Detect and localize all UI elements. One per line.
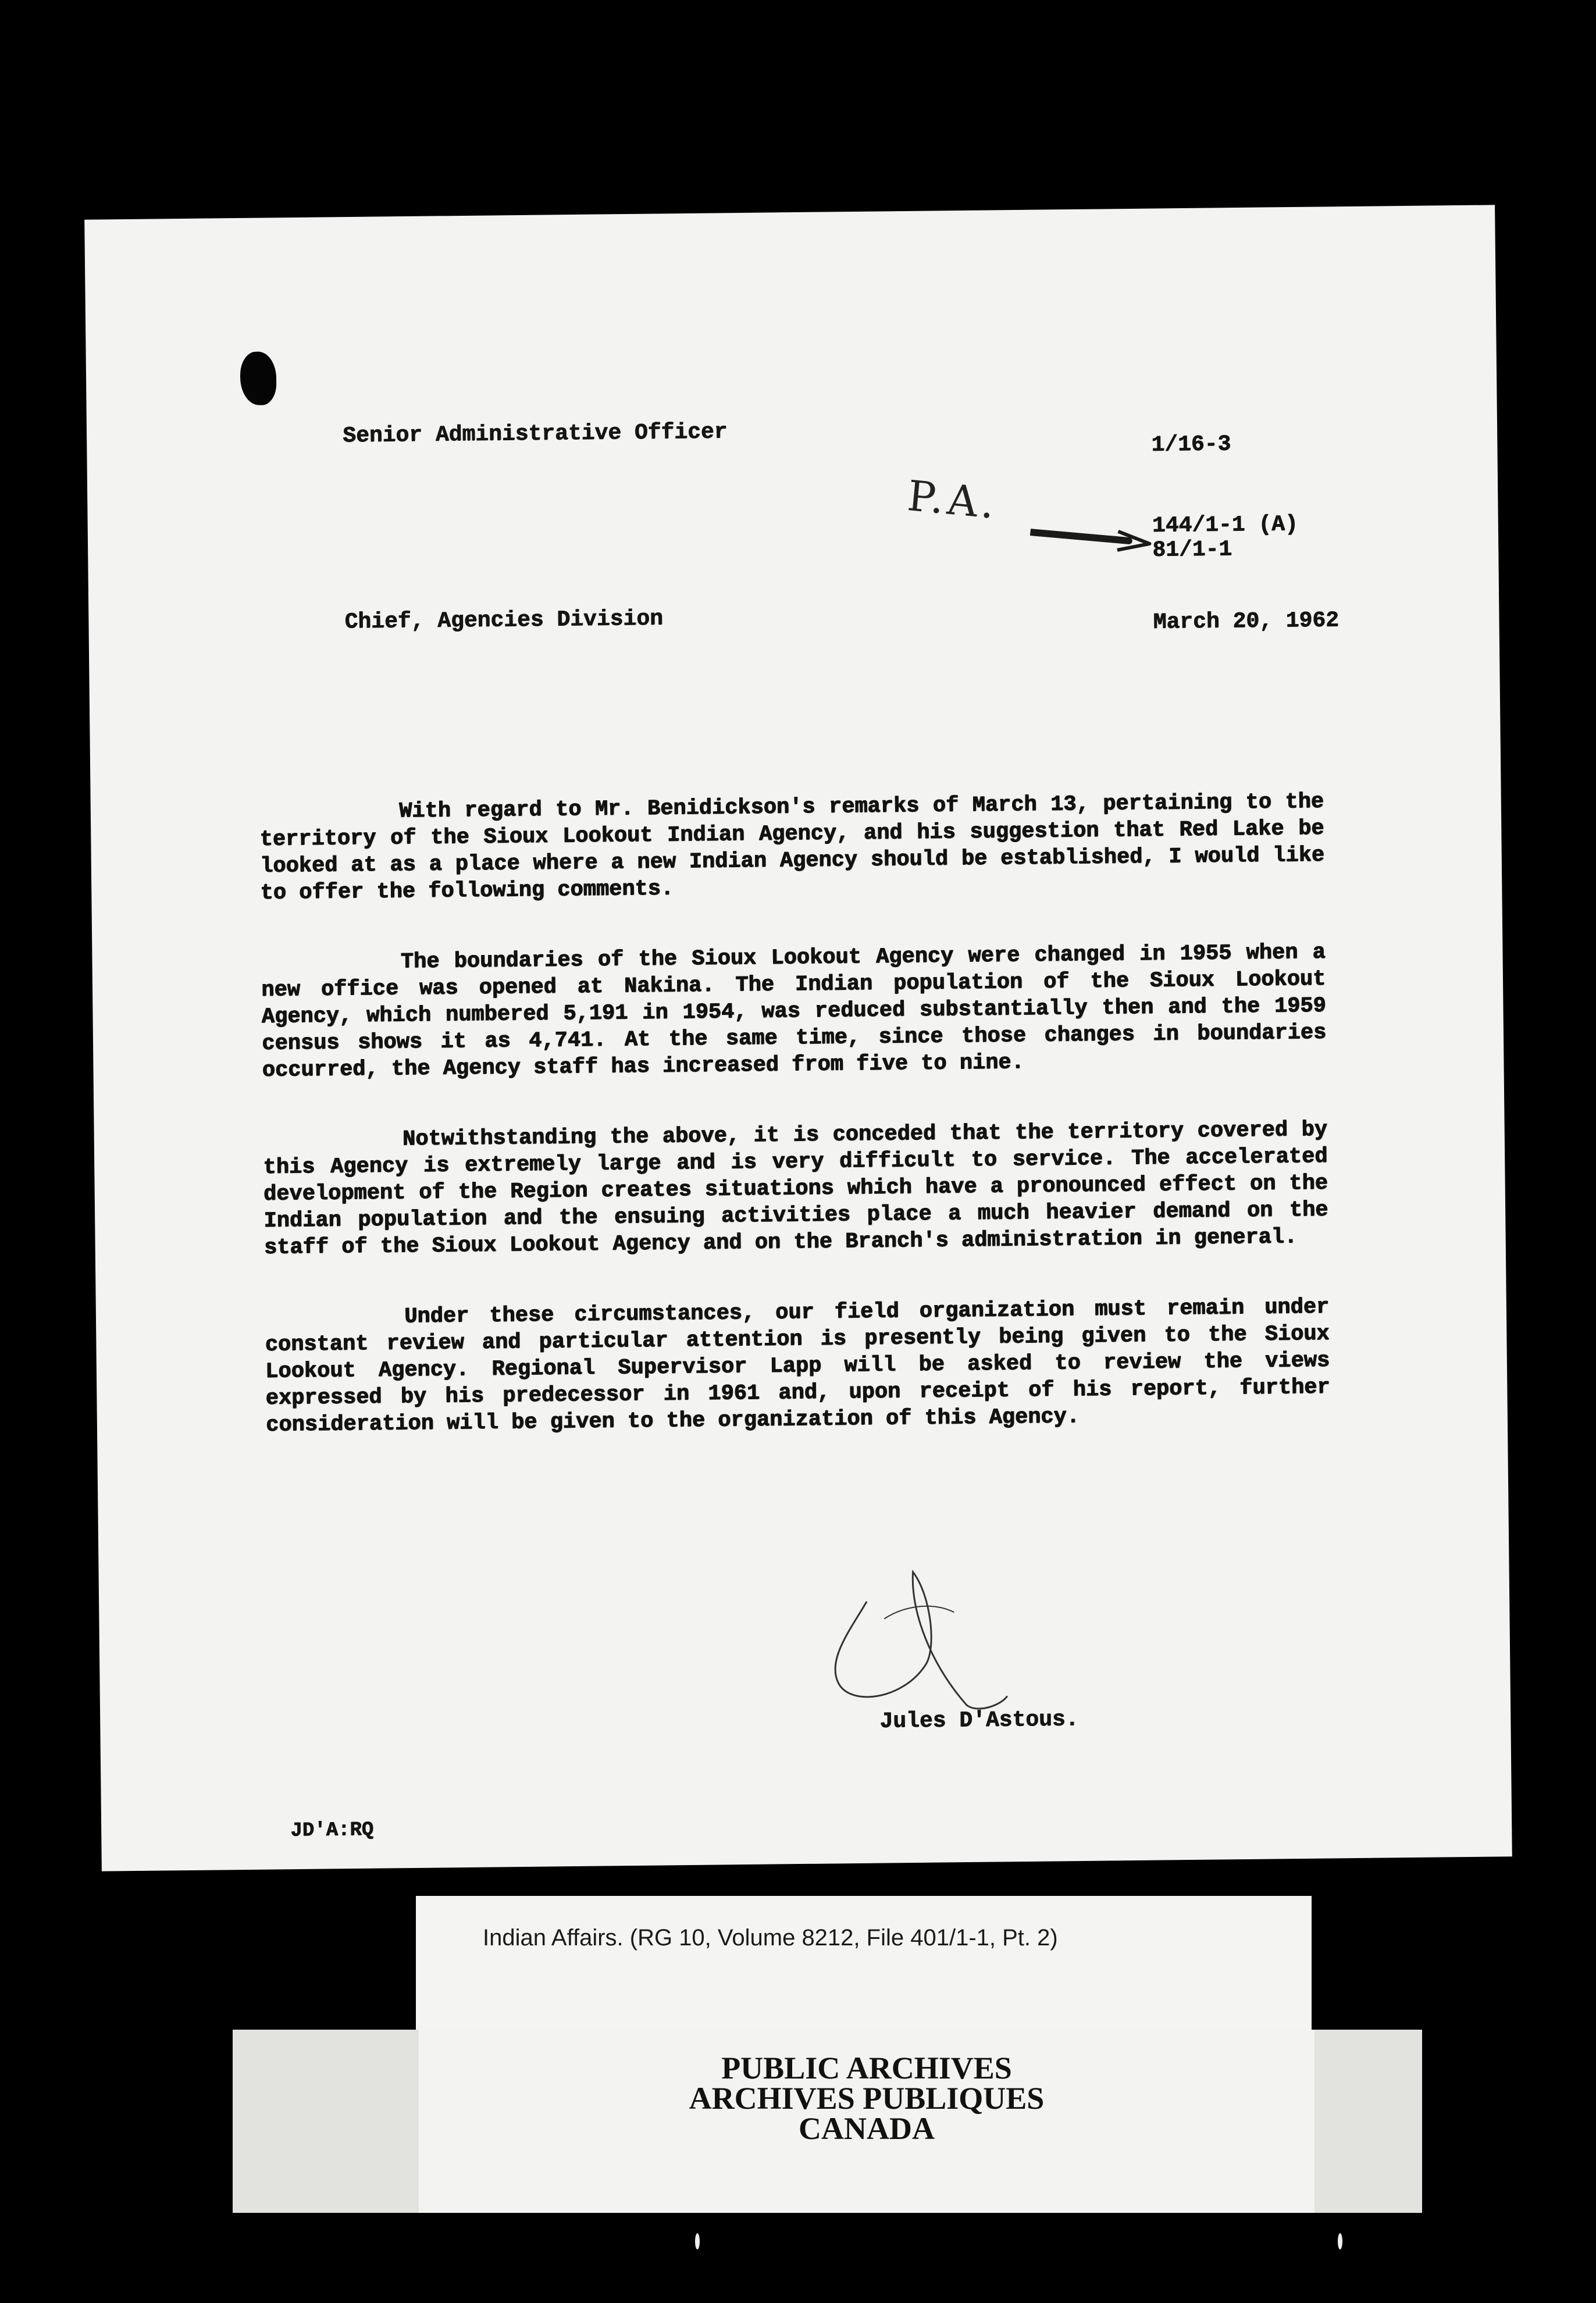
arrow-icon: [1029, 519, 1153, 556]
paragraph: The boundaries of the Sioux Lookout Agency were changed in 1955 when a new office was opened at Nakina. The Indian population of the Sioux Lookout Agency, which numbered 5,191 in 1954, was reduced substantially then and the 1959 census shows it as 4,741. At the same time, since those changes in boundaries occurred, the Agency staff has increased from five to nine.: [261, 940, 1327, 1083]
stamp-line: PUBLIC ARCHIVES: [721, 2051, 1012, 2085]
memo-to: Chief, Agencies Division: [344, 606, 663, 635]
file-references: [1152, 512, 1299, 563]
stamp-line: CANADA: [799, 2111, 935, 2146]
archives-text: [419, 2053, 1314, 2144]
paragraph: Under these circumstances, our field organization must remain under constant review and particular attention is presently being given to the Sioux Lookout Agency. Regional Supervisor Lapp will be asked to review the views expressed by his predecessor in 1961 and, upon receipt of his report, further consideration will be given to the organization of this Agency.: [265, 1295, 1330, 1438]
paragraph: Notwithstanding the above, it is conceded that the territory covered by this Agency is extremely large and is very difficult to service. The accelerated development of the Region creates situations which have a pronounced effect on the Indian population and the ensuing activities place a much heavier demand on the staff of the Sioux Lookout Agency and on the Branch's administration in general.: [263, 1117, 1328, 1260]
citation-text: Indian Affairs. (RG 10, Volume 8212, File 401/1-1, Pt. 2): [483, 1925, 1058, 1951]
memo-from: Senior Administrative Officer: [342, 419, 728, 449]
file-ref: 144/1-1 (A): [1152, 511, 1298, 539]
paragraph: With regard to Mr. Benidickson's remarks of March 13, pertaining to the territory of the Sioux Lookout Indian Agency, and his suggestion that Red Lake be looked at as a place where a new Indian Agency should be established, I would like to offer the following comments.: [259, 789, 1324, 905]
archives-stamp: [233, 2030, 1422, 2213]
initials: JD'A:RQ: [290, 1819, 374, 1842]
memo-body: [259, 789, 1331, 1482]
stamp-line: ARCHIVES PUBLIQUES: [689, 2081, 1045, 2116]
memo-page: [84, 205, 1512, 1871]
handwritten-mark: P.A.: [905, 471, 1000, 529]
ink-blot: [240, 351, 277, 405]
citation-label: [416, 1896, 1312, 2030]
memo-date: March 20, 1962: [1153, 608, 1340, 635]
file-ref: 81/1-1: [1152, 537, 1232, 563]
signature-scrawl: [814, 1559, 1025, 1719]
memo-reference: 1/16-3: [1151, 432, 1231, 458]
signature-name: Jules D'Astous.: [879, 1707, 1079, 1734]
film-speck: [695, 2233, 700, 2249]
film-speck: [1338, 2233, 1342, 2249]
